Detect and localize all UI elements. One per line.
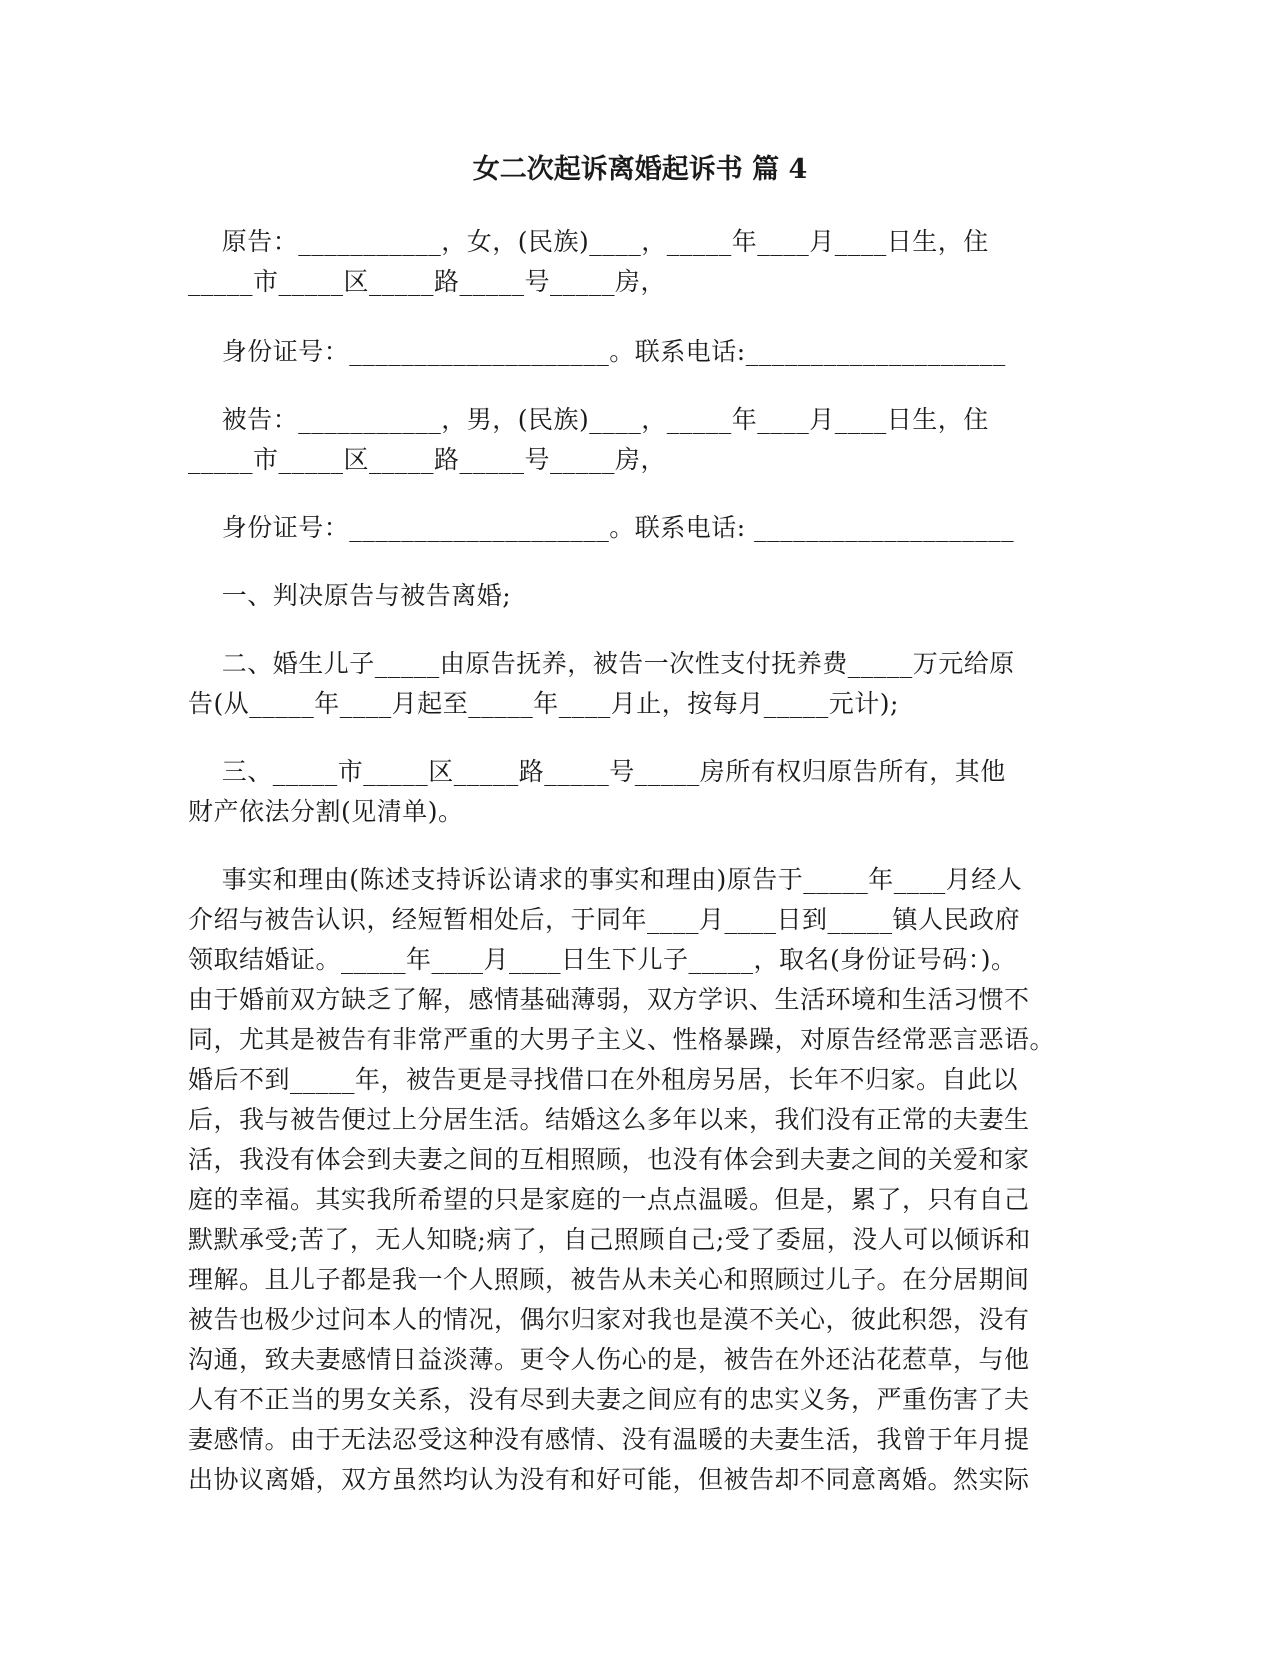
facts-line: 后，我与被告便过上分居生活。结婚这么多年以来，我们没有正常的夫妻生 [188, 1105, 1030, 1134]
plaintiff-line-1: 原告：___________，女，(民族)____，_____年____月____日生，住 [188, 227, 989, 256]
facts-line: 理解。且儿子都是我一个人照顾，被告从未关心和照顾过儿子。在分居期间 [188, 1265, 1030, 1294]
facts-line: 事实和理由(陈述支持诉讼请求的事实和理由)原告于_____年____月经人 [188, 865, 1023, 894]
plaintiff-id-line: 身份证号：____________________。联系电话:____________________ [188, 337, 1006, 366]
facts-line: 默默承受;苦了，无人知晓;病了，自己照顾自己;受了委屈，没人可以倾诉和 [188, 1225, 1031, 1254]
facts-line: 同，尤其是被告有非常严重的大男子主义、性格暴躁，对原告经常恶言恶语。 [188, 1025, 1056, 1054]
facts-line: 领取结婚证。_____年____月____日生下儿子_____，取名(身份证号码：)。 [188, 945, 1017, 974]
claim-2-line-1: 二、婚生儿子_____由原告抚养，被告一次性支付抚养费_____万元给原 [188, 649, 1015, 678]
claim-3-line-1: 三、_____市_____区_____路_____号_____房所有权归原告所有，其他 [188, 757, 1006, 786]
facts-line: 由于婚前双方缺乏了解，感情基础薄弱，双方学识、生活环境和生活习惯不 [188, 985, 1030, 1014]
facts-line: 被告也极少过问本人的情况，偶尔归家对我也是漠不关心，彼此积怨，没有 [188, 1305, 1030, 1334]
facts-line: 沟通，致夫妻感情日益淡薄。更令人伤心的是，被告在外还沾花惹草，与他 [188, 1345, 1030, 1374]
document-title: 女二次起诉离婚起诉书 篇 4 [472, 154, 808, 185]
facts-line: 人有不正当的男女关系，没有尽到夫妻之间应有的忠实义务，严重伤害了夫 [188, 1385, 1030, 1414]
facts-line: 妻感情。由于无法忍受这种没有感情、没有温暖的夫妻生活，我曾于年月提 [188, 1425, 1030, 1454]
plaintiff-line-2: _____市_____区_____路_____号_____房， [188, 267, 667, 296]
claim-1-line: 一、判决原告与被告离婚; [188, 581, 512, 610]
facts-line: 介绍与被告认识，经短暂相处后，于同年____月____日到_____镇人民政府 [188, 905, 1021, 934]
facts-line: 活，我没有体会到夫妻之间的互相照顾，也没有体会到夫妻之间的关爱和家 [188, 1145, 1030, 1174]
defendant-line-2: _____市_____区_____路_____号_____房， [188, 445, 667, 474]
claim-2-line-2: 告(从_____年____月起至_____年____月止，按每月_____元计); [188, 689, 899, 718]
facts-line: 庭的幸福。其实我所希望的只是家庭的一点点温暖。但是，累了，只有自己 [188, 1185, 1030, 1214]
facts-line: 出协议离婚，双方虽然均认为没有和好可能，但被告却不同意离婚。然实际 [188, 1465, 1030, 1494]
facts-line: 婚后不到_____年，被告更是寻找借口在外租房另居，长年不归家。自此以 [188, 1065, 1019, 1094]
claim-3-line-2: 财产依法分割(见清单)。 [188, 797, 464, 826]
defendant-line-1: 被告：___________，男，(民族)____，_____年____月____日生，住 [188, 405, 989, 434]
defendant-id-line: 身份证号：____________________。联系电话: ____________________ [188, 513, 1015, 542]
